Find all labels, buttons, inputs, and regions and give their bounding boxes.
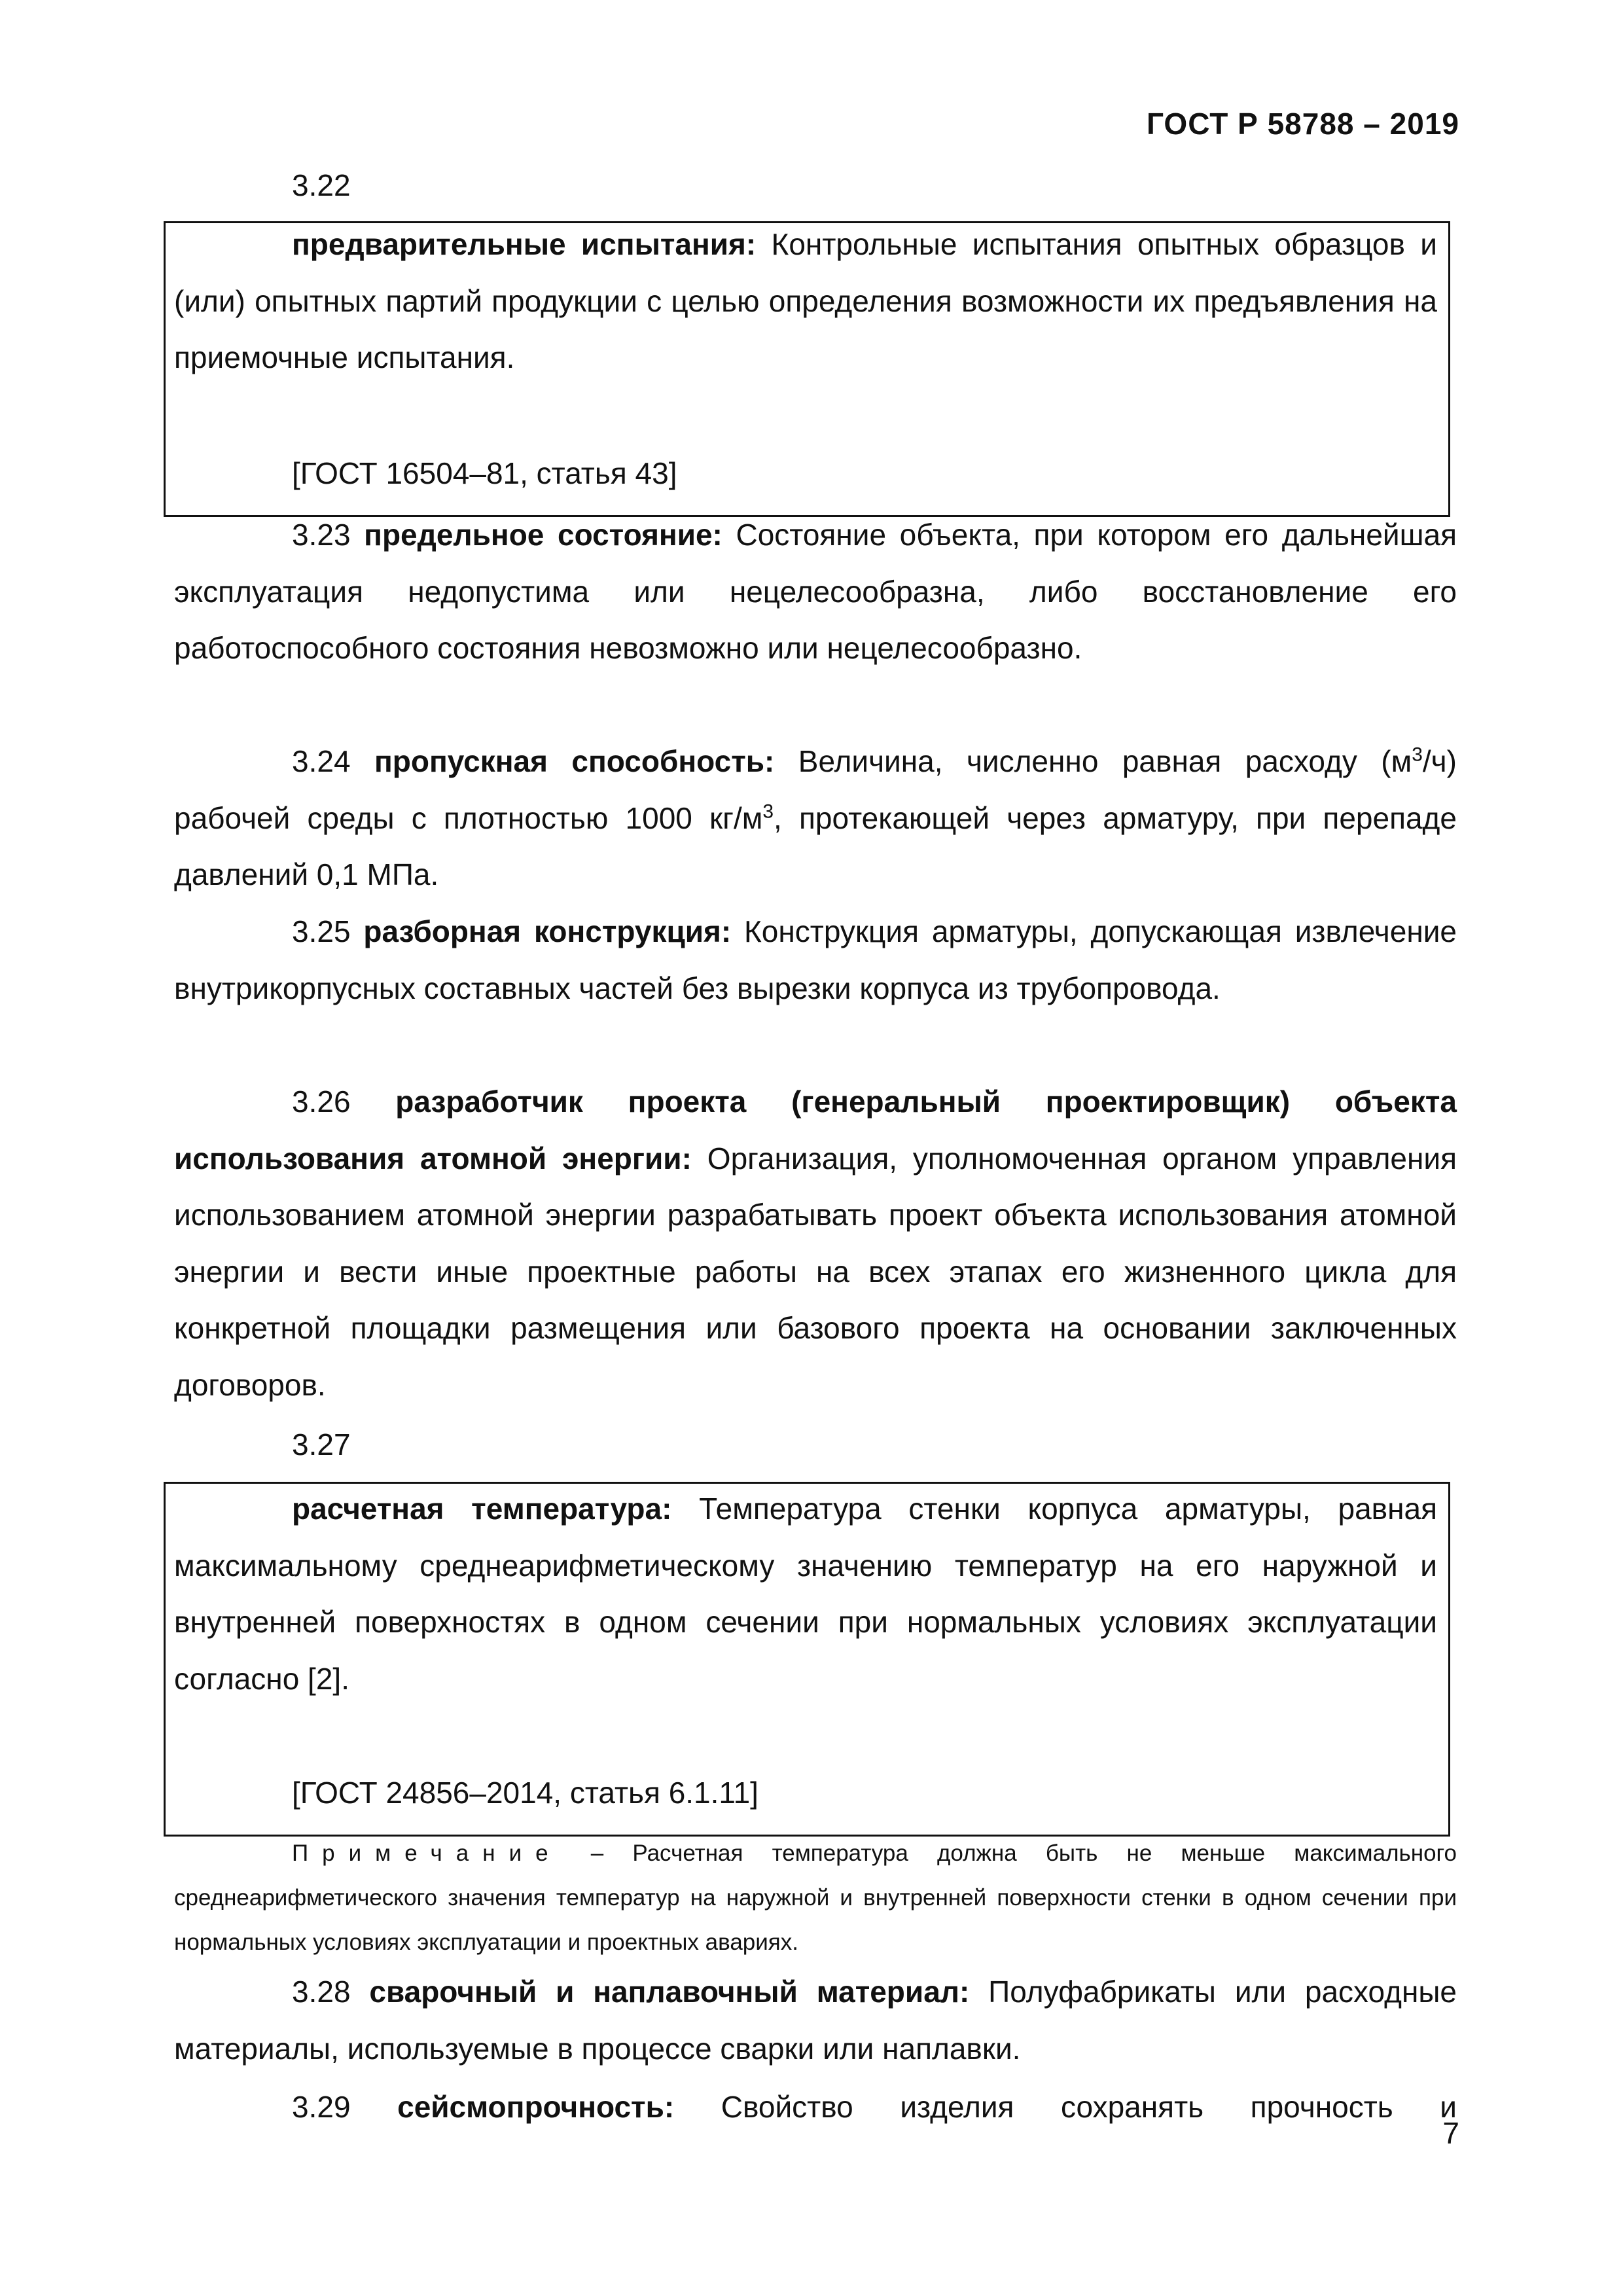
term-3-22: предварительные испытания: [292,227,757,261]
section-number-3-22: 3.22 [292,168,351,202]
term-3-24: пропускная способность: [374,744,775,778]
term-3-25: разборная конструкция: [363,914,732,948]
section-number-3-27: 3.27 [292,1427,351,1462]
document-code-header: ГОСТ Р 58788 – 2019 [1146,107,1459,141]
definition-text-3-23: Состояние объекта, при котором его дальнейшая эксплуатация недопустима или нецелесообразна, либо восстановление его работоспособного состояния невозможно или нецелесообразно. [174,518,1457,665]
definition-text-3-26: Организация, уполномоченная органом управления использованием атомной энергии разрабатывать проект объекта использования атомной энергии и вести иные проектные работы на всех этапах его жизненного цикла для конкретной площадки размещения или базового проекта на основании заключенных договоров. [174,1141,1457,1402]
source-reference-3-27: [ГОСТ 24856–2014, статья 6.1.11] [292,1776,758,1810]
definition-text-3-22: Контрольные испытания опытных образцов и (или) опытных партий продукции с целью определения возможности их предъявления на приемочные испытания. [174,227,1437,374]
definition-text-3-27: Температура стенки корпуса арматуры, равная максимальному среднеарифметическому значению температур на его наружной и внутренней поверхностях в одном сечении при нормальных условиях эксплуатации согласно [2]. [174,1492,1437,1696]
section-number-3-28: 3.28 [292,1975,351,2009]
section-number-3-23: 3.23 [292,518,351,552]
note-label: Примечание [292,1840,562,1866]
definition-3-28 [174,1964,1457,2077]
definition-text-3-28: Полуфабрикаты или расходные материалы, используемые в процессе сварки или наплавки. [174,1975,1457,2066]
definition-3-27 [174,1480,1437,1707]
definition-3-22 [174,216,1437,386]
definition-3-25 [174,903,1457,1016]
term-3-23: предельное состояние: [364,518,722,552]
note-3-27 [174,1831,1457,1965]
definition-3-24: 3.24 пропускная способность: Величина, численно равная расходу $(м^3/ч)$ рабочей среды с плотностью 1000 $кг/м^3$, протекающей через арматуру, при перепаде давлений 0,1 МПа. [174,744,1457,891]
source-reference-3-22: [ГОСТ 16504–81, статья 43] [292,456,677,490]
definition-3-29 [174,2079,1457,2136]
definition-3-23 [174,507,1457,677]
section-number-3-29: 3.29 [292,2090,351,2124]
section-number-3-24: 3.24 [292,744,351,778]
term-3-28: сварочный и наплавочный материал: [369,1975,970,2009]
definition-text-3-29: Свойство изделия сохранять прочность и [674,2090,1457,2124]
definition-text-3-25: Конструкция арматуры, допускающая извлечение внутрикорпусных составных частей без вырезки корпуса из трубопровода. [174,914,1457,1005]
page-number: 7 [1442,2116,1459,2150]
term-3-29: сейсмопрочность: [397,2090,675,2124]
note-text: – Расчетная температура должна быть не меньше максимального среднеарифметического значения температур на наружной и внутренней поверхности стенки в одном сечении при нормальных условиях эксплуатации и проектных авариях. [174,1840,1457,1955]
section-number-3-25: 3.25 [292,914,351,948]
definition-3-26 [174,1073,1457,1413]
section-number-3-26: 3.26 [292,1085,351,1119]
term-3-27: расчетная температура: [292,1492,672,1526]
term-3-26: разработчик проекта (генеральный проектировщик) объекта использования атомной энергии: [174,1085,1457,1175]
